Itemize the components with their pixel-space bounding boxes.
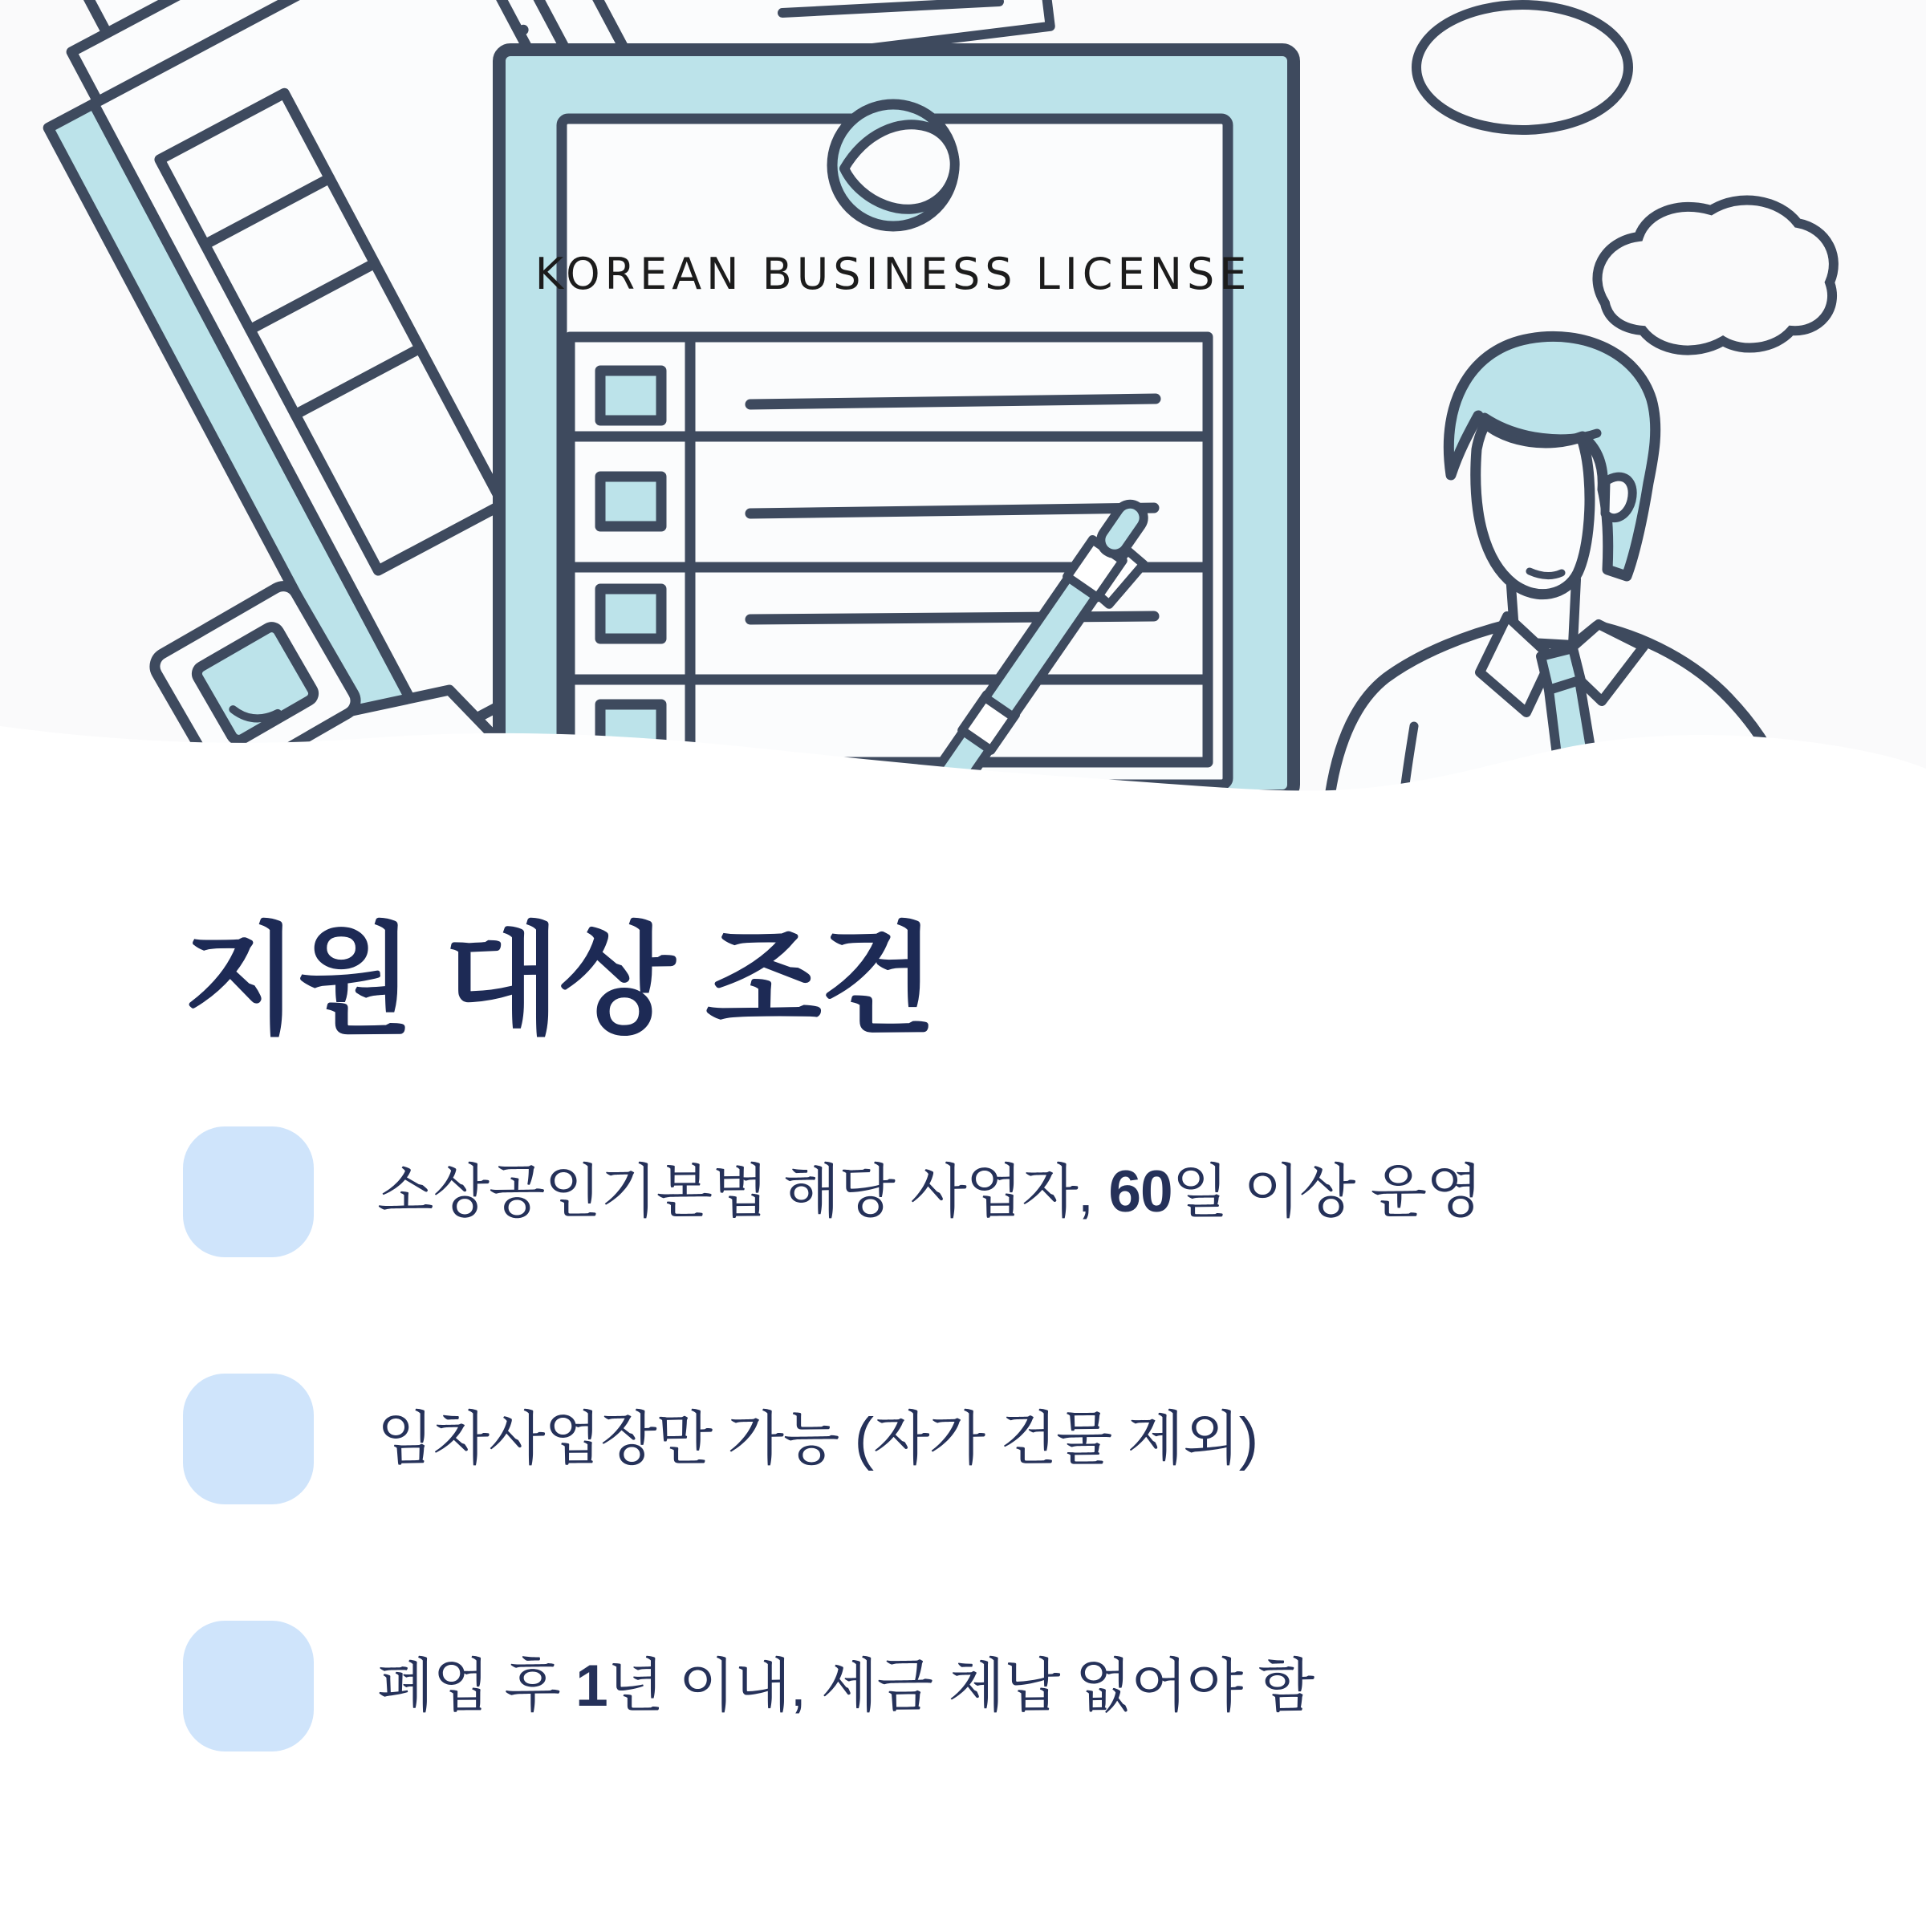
bullet-icon bbox=[183, 1374, 314, 1504]
ear bbox=[1605, 477, 1632, 518]
conditions-section bbox=[0, 908, 1926, 1751]
condition-text-part: 소상공인기본법 해당 사업자, bbox=[377, 1159, 1109, 1224]
condition-text-part: 일 이상 운영 bbox=[1172, 1159, 1482, 1224]
checkbox-icon bbox=[600, 477, 661, 526]
bullet-icon bbox=[183, 1621, 314, 1751]
conditions-list bbox=[183, 1126, 1926, 1751]
license-logo-icon bbox=[832, 104, 955, 226]
condition-text bbox=[377, 1159, 1482, 1226]
checkbox-icon bbox=[600, 371, 661, 420]
cloud-icon bbox=[1416, 5, 1628, 130]
condition-text-part: 폐업 후 bbox=[377, 1653, 576, 1719]
list-item bbox=[183, 1621, 1926, 1751]
condition-text-part: 임차사업장만 가능 (자가 건물 제외) bbox=[377, 1406, 1258, 1471]
license-title-text: KOREAN BUSINESS LICENSE bbox=[534, 249, 1252, 299]
bullet-icon bbox=[183, 1126, 314, 1257]
clipboard bbox=[499, 50, 1294, 828]
condition-text-part: 년 이내, 세금 체납 없어야 함 bbox=[607, 1653, 1314, 1719]
condition-text-strong: 1 bbox=[575, 1653, 607, 1719]
list-item bbox=[183, 1126, 1926, 1257]
checkbox-icon bbox=[600, 589, 661, 639]
page-title: 지원 대상 조건 bbox=[183, 913, 935, 1048]
condition-text bbox=[377, 1406, 1258, 1473]
condition-text-strong: 60 bbox=[1108, 1159, 1172, 1224]
condition-text bbox=[377, 1653, 1314, 1720]
list-item bbox=[183, 1374, 1926, 1504]
